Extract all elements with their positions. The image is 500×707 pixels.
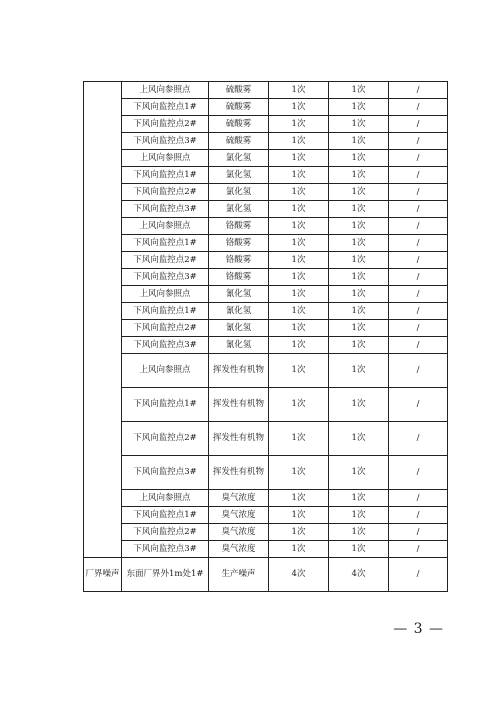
note-cell: / <box>389 388 448 422</box>
frequency-cell: 1次 <box>329 303 389 320</box>
item-cell: 铬酸雾 <box>209 218 269 235</box>
frequency-cell: 1次 <box>269 320 329 337</box>
frequency-cell: 1次 <box>329 150 389 167</box>
item-cell: 臭气浓度 <box>209 490 269 507</box>
table-row <box>84 286 448 303</box>
category-cell-continued <box>84 82 122 558</box>
note-cell: / <box>389 320 448 337</box>
item-cell: 氯化氢 <box>209 167 269 184</box>
table-row <box>84 167 448 184</box>
frequency-cell: 1次 <box>329 201 389 218</box>
category-cell: 厂界噪声 <box>84 558 122 592</box>
location-cell: 上风向参照点 <box>122 150 209 167</box>
frequency-cell: 1次 <box>329 116 389 133</box>
item-cell: 硫酸雾 <box>209 133 269 150</box>
note-cell: / <box>389 82 448 99</box>
note-cell: / <box>389 303 448 320</box>
item-cell: 臭气浓度 <box>209 507 269 524</box>
frequency-cell: 1次 <box>329 388 389 422</box>
frequency-cell: 1次 <box>269 524 329 541</box>
item-cell: 臭气浓度 <box>209 541 269 558</box>
table-row <box>84 490 448 507</box>
frequency-cell: 1次 <box>269 337 329 354</box>
location-cell: 下风向监控点1# <box>122 388 209 422</box>
note-cell: / <box>389 184 448 201</box>
note-cell: / <box>389 269 448 286</box>
item-cell: 铬酸雾 <box>209 252 269 269</box>
note-cell: / <box>389 116 448 133</box>
table-row <box>84 116 448 133</box>
item-cell: 硫酸雾 <box>209 82 269 99</box>
table-row <box>84 150 448 167</box>
frequency-cell: 1次 <box>269 507 329 524</box>
location-cell: 下风向监控点3# <box>122 541 209 558</box>
location-cell: 上风向参照点 <box>122 218 209 235</box>
item-cell: 氯化氢 <box>209 150 269 167</box>
item-cell: 硫酸雾 <box>209 116 269 133</box>
frequency-cell: 1次 <box>329 82 389 99</box>
note-cell: / <box>389 558 448 592</box>
frequency-cell: 1次 <box>269 456 329 490</box>
location-cell: 下风向监控点3# <box>122 201 209 218</box>
table-row <box>84 320 448 337</box>
item-cell: 氯化氢 <box>209 184 269 201</box>
table-row <box>84 422 448 456</box>
table-row <box>84 201 448 218</box>
frequency-cell: 1次 <box>329 252 389 269</box>
note-cell: / <box>389 218 448 235</box>
table-row <box>84 337 448 354</box>
frequency-cell: 1次 <box>269 286 329 303</box>
frequency-cell: 1次 <box>269 354 329 388</box>
item-cell: 挥发性有机物 <box>209 388 269 422</box>
frequency-cell: 1次 <box>329 286 389 303</box>
note-cell: / <box>389 422 448 456</box>
location-cell: 上风向参照点 <box>122 490 209 507</box>
frequency-cell: 1次 <box>329 354 389 388</box>
frequency-cell: 4次 <box>269 558 329 592</box>
frequency-cell: 1次 <box>269 167 329 184</box>
note-cell: / <box>389 524 448 541</box>
frequency-cell: 1次 <box>269 388 329 422</box>
note-cell: / <box>389 99 448 116</box>
frequency-cell: 1次 <box>269 303 329 320</box>
table-row <box>84 354 448 388</box>
table-row <box>84 133 448 150</box>
note-cell: / <box>389 337 448 354</box>
frequency-cell: 1次 <box>269 133 329 150</box>
item-cell: 氰化氢 <box>209 337 269 354</box>
location-cell: 下风向监控点2# <box>122 320 209 337</box>
frequency-cell: 1次 <box>269 541 329 558</box>
item-cell: 氯化氢 <box>209 201 269 218</box>
frequency-cell: 1次 <box>329 422 389 456</box>
location-cell: 上风向参照点 <box>122 286 209 303</box>
table-row <box>84 507 448 524</box>
frequency-cell: 1次 <box>269 82 329 99</box>
frequency-cell: 1次 <box>329 269 389 286</box>
note-cell: / <box>389 235 448 252</box>
frequency-cell: 4次 <box>329 558 389 592</box>
location-cell: 下风向监控点1# <box>122 235 209 252</box>
frequency-cell: 1次 <box>329 167 389 184</box>
monitoring-table <box>83 81 448 592</box>
frequency-cell: 1次 <box>329 507 389 524</box>
note-cell: / <box>389 201 448 218</box>
frequency-cell: 1次 <box>329 337 389 354</box>
table-row <box>84 252 448 269</box>
item-cell: 铬酸雾 <box>209 235 269 252</box>
frequency-cell: 1次 <box>329 184 389 201</box>
table-row <box>84 269 448 286</box>
frequency-cell: 1次 <box>269 150 329 167</box>
location-cell: 下风向监控点2# <box>122 252 209 269</box>
frequency-cell: 1次 <box>269 422 329 456</box>
frequency-cell: 1次 <box>329 541 389 558</box>
note-cell: / <box>389 507 448 524</box>
location-cell: 下风向监控点3# <box>122 269 209 286</box>
table-row <box>84 524 448 541</box>
frequency-cell: 1次 <box>329 524 389 541</box>
frequency-cell: 1次 <box>329 320 389 337</box>
location-cell: 下风向监控点3# <box>122 337 209 354</box>
location-cell: 下风向监控点1# <box>122 303 209 320</box>
table-row <box>84 541 448 558</box>
item-cell: 氰化氢 <box>209 320 269 337</box>
frequency-cell: 1次 <box>269 201 329 218</box>
location-cell: 下风向监控点3# <box>122 456 209 490</box>
frequency-cell: 1次 <box>329 456 389 490</box>
note-cell: / <box>389 490 448 507</box>
item-cell: 氰化氢 <box>209 286 269 303</box>
location-cell: 下风向监控点2# <box>122 184 209 201</box>
location-cell: 下风向监控点1# <box>122 167 209 184</box>
frequency-cell: 1次 <box>269 252 329 269</box>
location-cell: 下风向监控点2# <box>122 116 209 133</box>
table-row <box>84 303 448 320</box>
item-cell: 臭气浓度 <box>209 524 269 541</box>
note-cell: / <box>389 252 448 269</box>
note-cell: / <box>389 354 448 388</box>
frequency-cell: 1次 <box>269 218 329 235</box>
frequency-cell: 1次 <box>269 235 329 252</box>
frequency-cell: 1次 <box>329 490 389 507</box>
frequency-cell: 1次 <box>269 269 329 286</box>
location-cell: 下风向监控点2# <box>122 422 209 456</box>
item-cell: 生产噪声 <box>209 558 269 592</box>
item-cell: 挥发性有机物 <box>209 422 269 456</box>
table-row <box>84 82 448 99</box>
table-row <box>84 99 448 116</box>
item-cell: 氰化氢 <box>209 303 269 320</box>
frequency-cell: 1次 <box>269 490 329 507</box>
frequency-cell: 1次 <box>269 184 329 201</box>
note-cell: / <box>389 150 448 167</box>
table-row <box>84 235 448 252</box>
frequency-cell: 1次 <box>269 99 329 116</box>
note-cell: / <box>389 541 448 558</box>
item-cell: 挥发性有机物 <box>209 456 269 490</box>
monitoring-table-body <box>84 82 448 592</box>
note-cell: / <box>389 286 448 303</box>
note-cell: / <box>389 456 448 490</box>
note-cell: / <box>389 133 448 150</box>
note-cell: / <box>389 167 448 184</box>
table-row-noise <box>84 558 448 592</box>
item-cell: 铬酸雾 <box>209 269 269 286</box>
item-cell: 挥发性有机物 <box>209 354 269 388</box>
location-cell: 东面厂界外1m处1# <box>122 558 209 592</box>
frequency-cell: 1次 <box>269 116 329 133</box>
table-row <box>84 456 448 490</box>
frequency-cell: 1次 <box>329 99 389 116</box>
page-number: — 3 — <box>393 621 444 637</box>
location-cell: 下风向监控点2# <box>122 524 209 541</box>
location-cell: 下风向监控点3# <box>122 133 209 150</box>
location-cell: 上风向参照点 <box>122 354 209 388</box>
table-row <box>84 218 448 235</box>
location-cell: 下风向监控点1# <box>122 507 209 524</box>
frequency-cell: 1次 <box>329 218 389 235</box>
table-row <box>84 184 448 201</box>
location-cell: 下风向监控点1# <box>122 99 209 116</box>
item-cell: 硫酸雾 <box>209 99 269 116</box>
frequency-cell: 1次 <box>329 235 389 252</box>
frequency-cell: 1次 <box>329 133 389 150</box>
table-row <box>84 388 448 422</box>
location-cell: 上风向参照点 <box>122 82 209 99</box>
